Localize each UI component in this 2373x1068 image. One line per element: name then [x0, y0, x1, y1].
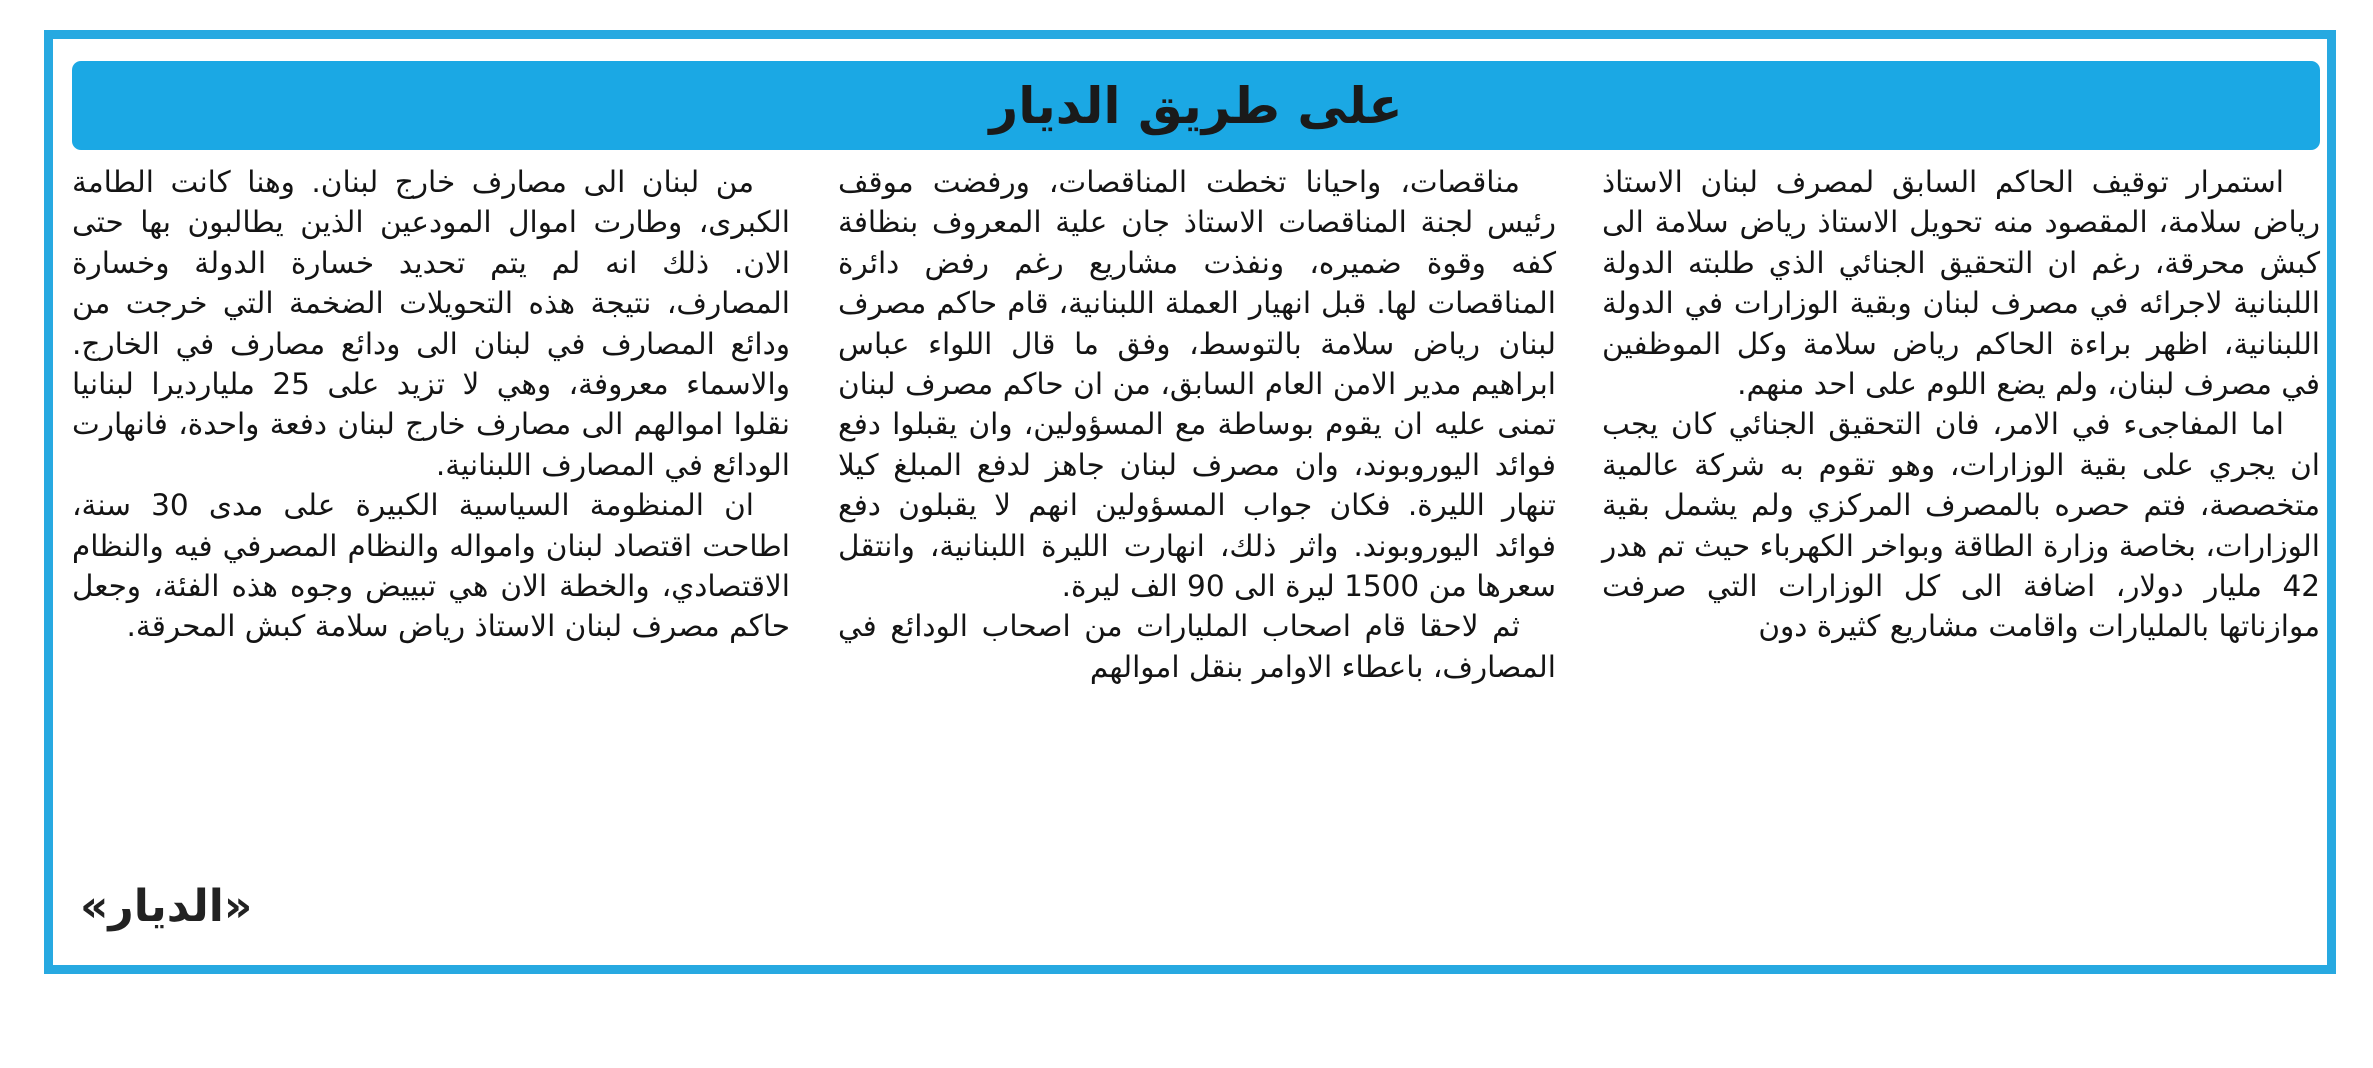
column-2-paragraph-1: مناقصات، واحيانا تخطت المناقصات، ورفضت موقف رئيس لجنة المناقصات الاستاذ جان علية المعروف بنظافة كفه وقوة ضميره، ونفذت مشاريع رغم رفض دائرة المناقصات لها. قبل انهيار العملة اللبنانية، قام حاكم مصرف لبنان رياض سلامة بالتوسط، وفق ما قال اللواء عباس ابراهيم مدير الامن العام السابق، من ان حاكم مصرف لبنان تمنى عليه ان يقوم بوساطة مع المسؤولين، وان يقبلوا دفع فوائد اليوروبوند، وان مصرف لبنان جاهز لدفع المبلغ كيلا تنهار الليرة. فكان جواب المسؤولين انهم لا يقبلون دفع فوائد اليوروبوند. واثر ذلك، انهارت الليرة اللبنانية، وانتقل سعرها من 1500 ليرة الى 90 الف ليرة.: [838, 165, 1556, 604]
column-2-paragraph-2: ثم لاحقا قام اصحاب المليارات من اصحاب الودائع في المصارف، باعطاء الاوامر بنقل اموالهم: [838, 609, 1556, 684]
column-3-paragraph-1: من لبنان الى مصارف خارج لبنان. وهنا كانت الطامة الكبرى، وطارت اموال المودعين الذين يطالبون بها حتى الان. ذلك انه لم يتم تحديد خسارة الدولة وخسارة المصارف، نتيجة هذه التحويلات الضخمة التي خرجت من ودائع المصارف في لبنان الى ودائع مصارف في الخارج. والاسماء معروفة، وهي لا تزيد على 25 مليارديرا لبنانيا نقلوا اموالهم الى مصارف خارج لبنان دفعة واحدة، فانهارت الودائع في المصارف اللبنانية.: [72, 165, 790, 482]
article-headline: على طريق الديار: [989, 76, 1403, 135]
article-column-1: [1602, 162, 2320, 647]
article-column-2: [838, 162, 1556, 687]
column-1-paragraph-1: استمرار توقيف الحاكم السابق لمصرف لبنان الاستاذ رياض سلامة، المقصود منه تحويل الاستاذ رياض سلامة الى كبش محرقة، رغم ان التحقيق الجنائي الذي طلبته الدولة اللبنانية لاجرائه في مصرف لبنان وبقية الوزارات في الدولة اللبنانية، اظهر براءة الحاكم رياض سلامة وكل الموظفين في مصرف لبنان، ولم يضع اللوم على احد منهم.: [1602, 165, 2320, 402]
publication-signature: «الديار»: [80, 881, 253, 932]
column-3-paragraph-2: ان المنظومة السياسية الكبيرة على مدى 30 سنة، اطاحت اقتصاد لبنان وامواله والنظام المصرفي فيه والنظام الاقتصادي، والخطة الان هي تبييض وجوه هذه الفئة، وجعل حاكم مصرف لبنان الاستاذ رياض سلامة كبش المحرقة.: [72, 488, 790, 644]
column-1-paragraph-2: اما المفاجىء في الامر، فان التحقيق الجنائي كان يجب ان يجري على بقية الوزارات، وهو تقوم به شركة عالمية متخصصة، فتم حصره بالمصرف المركزي ولم يشمل بقية الوزارات، بخاصة وزارة الطاقة وبواخر الكهرباء حيث تم هدر 42 مليار دولار، اضافة الى كل الوزارات التي صرفت موازناتها بالمليارات واقامت مشاريع كثيرة دون: [1602, 407, 2320, 644]
headline-banner: [72, 61, 2320, 150]
article-column-3: [72, 162, 790, 647]
